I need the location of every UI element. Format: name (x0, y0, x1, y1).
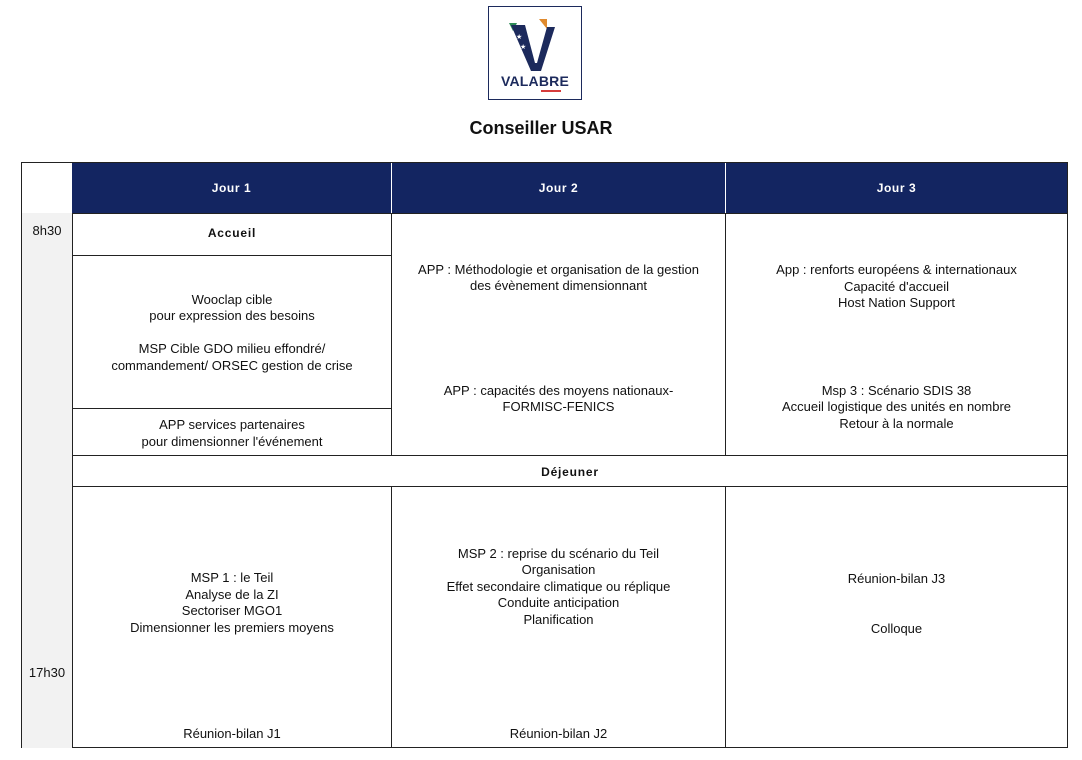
logo-underline (541, 90, 561, 92)
day1-accueil: Accueil (207, 226, 257, 240)
day3-am2-line2: Accueil logistique des unités en nombre (781, 399, 1012, 414)
logo-text: VALABRE (500, 73, 570, 89)
day1-pm-line4: Dimensionner les premiers moyens (130, 620, 334, 635)
day1-wooclap-line2: pour expression des besoins (149, 308, 315, 323)
time-start: 8h30 (32, 223, 62, 238)
day1-accueil-cell (72, 213, 391, 255)
day2-afternoon-cell (391, 486, 725, 748)
time-end: 17h30 (28, 665, 66, 680)
day1-msp-line2: commandement/ ORSEC gestion de crise (111, 358, 353, 373)
day1-app-line1: APP services partenaires (159, 417, 305, 432)
day2-am1-line1: APP : Méthodologie et organisation de la gestion (418, 262, 699, 277)
header-day-1: Jour 1 (72, 163, 391, 213)
day3-pm-line1: Réunion-bilan J3 (847, 571, 946, 586)
day1-msp-line1: MSP Cible GDO milieu effondré/ (138, 341, 326, 356)
day2-pm-line3: Effet secondaire climatique ou réplique (446, 579, 671, 594)
day3-afternoon-cell (725, 486, 1067, 748)
svg-text:★: ★ (516, 33, 523, 41)
day3-pm-line2: Colloque (870, 621, 923, 636)
valabre-logo (488, 6, 582, 100)
day1-pm-line1: MSP 1 : le Teil (190, 570, 274, 585)
day2-bilan: Réunion-bilan J2 (509, 726, 608, 741)
day1-afternoon-cell (72, 486, 391, 748)
day2-am2-line2: FORMISC-FENICS (502, 399, 615, 414)
day2-pm-line5: Planification (523, 612, 594, 627)
day1-app-cell (72, 408, 391, 455)
lunch-row (72, 455, 1067, 486)
day2-pm-line2: Organisation (521, 562, 596, 577)
day3-am2-line3: Retour à la normale (839, 416, 954, 431)
day3-am1-line3: Host Nation Support (837, 295, 956, 310)
day1-wooclap-line1: Wooclap cible (191, 292, 273, 307)
day1-pm-line3: Sectoriser MGO1 (181, 603, 283, 618)
day1-wooclap-cell (72, 255, 391, 408)
day2-morning-cell (391, 213, 725, 455)
day2-am2-line1: APP : capacités des moyens nationaux- (443, 383, 674, 398)
day2-am1-line2: des évènement dimensionnant (469, 278, 648, 293)
day2-pm-line1: MSP 2 : reprise du scénario du Teil (457, 546, 660, 561)
day3-am1-line2: Capacité d'accueil (843, 279, 950, 294)
page-title: Conseiller USAR (469, 118, 613, 138)
day1-app-line2: pour dimensionner l'événement (141, 434, 323, 449)
time-column (22, 213, 72, 748)
lunch-label: Déjeuner (541, 465, 599, 479)
day2-pm-line4: Conduite anticipation (497, 595, 620, 610)
header-day-2: Jour 2 (391, 163, 725, 213)
day3-am1-line1: App : renforts européens & internationaux (776, 262, 1017, 277)
day1-bilan: Réunion-bilan J1 (183, 726, 281, 741)
day3-morning-cell (725, 213, 1067, 455)
schedule-table (21, 162, 1068, 748)
header-day-3: Jour 3 (725, 163, 1067, 213)
day3-am2-line1: Msp 3 : Scénario SDIS 38 (821, 383, 972, 398)
svg-text:★: ★ (520, 43, 527, 51)
day1-pm-line2: Analyse de la ZI (185, 587, 279, 602)
